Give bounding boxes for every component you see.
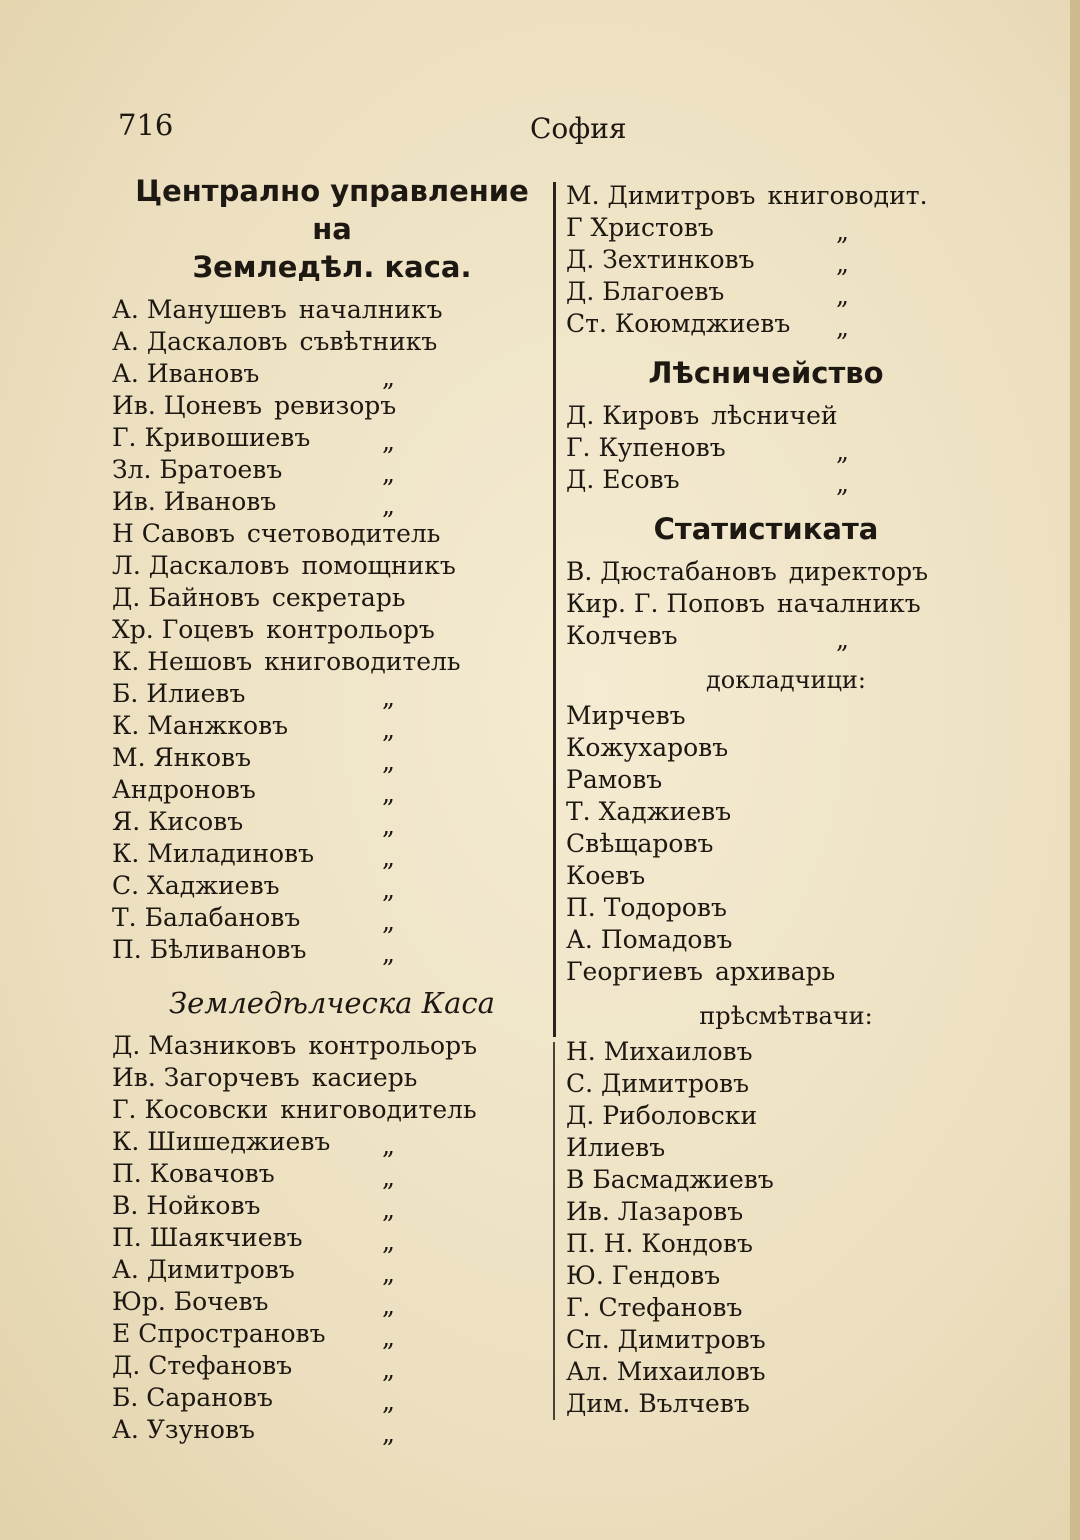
entry-name: Д. Зехтинковъ	[566, 245, 755, 274]
page-edge	[1070, 0, 1080, 1540]
entry-name: Коевъ	[566, 861, 646, 890]
list-item	[112, 742, 552, 774]
entry-name: Б. Илиевъ	[112, 679, 246, 708]
entry-name: Г. Кривошиевъ	[112, 423, 311, 452]
list-item	[112, 1254, 552, 1286]
entry-title: книговодитель	[280, 1095, 477, 1124]
entry-name: Д. Кировъ	[566, 401, 700, 430]
ditto-mark: „	[382, 1387, 395, 1416]
list-item	[566, 588, 966, 620]
entry-name: Л. Даскаловъ	[112, 551, 290, 580]
entry-name: Илиевъ	[566, 1133, 666, 1162]
entry-title: контрольоръ	[266, 615, 435, 644]
entry-title: контрольоръ	[308, 1031, 478, 1060]
list-item	[566, 212, 966, 244]
list-item	[112, 646, 552, 678]
list-item	[112, 582, 552, 614]
list-item	[566, 796, 966, 828]
list-item	[566, 1164, 966, 1196]
ditto-mark: „	[382, 1131, 395, 1160]
ditto-mark: „	[382, 459, 395, 488]
list-item	[112, 1158, 552, 1190]
entry-title: секретарь	[271, 583, 406, 612]
list-item	[112, 1318, 552, 1350]
ditto-mark: „	[382, 779, 395, 808]
entry-name: А. Ивановъ	[112, 359, 260, 388]
subheading-reporters: докладчици:	[706, 666, 866, 694]
list-item	[112, 870, 552, 902]
ditto-mark: „	[836, 625, 849, 654]
list-item	[566, 1100, 966, 1132]
list-statistics	[566, 556, 966, 652]
ditto-mark: „	[836, 469, 849, 498]
list-item	[112, 422, 552, 454]
ditto-mark: „	[836, 249, 849, 278]
entry-name: Д. Есовъ	[566, 465, 680, 494]
entry-name: К. Шишеджиевъ	[112, 1127, 331, 1156]
ditto-mark: „	[836, 217, 849, 246]
entry-title: помощникъ	[301, 551, 456, 580]
list-item	[112, 1382, 552, 1414]
entry-title: касиерь	[311, 1063, 418, 1092]
ditto-mark: „	[382, 363, 395, 392]
list-item	[112, 710, 552, 742]
entry-name: А. Помадовъ	[566, 925, 733, 954]
entry-name: А. Узуновъ	[112, 1415, 255, 1444]
list-item	[112, 1126, 552, 1158]
entry-name: В. Нойковъ	[112, 1191, 261, 1220]
entry-name: Мирчевъ	[566, 701, 686, 730]
list-item	[112, 838, 552, 870]
list-item	[112, 806, 552, 838]
entry-name: М. Янковъ	[112, 743, 252, 772]
list-item	[566, 700, 966, 732]
entry-name: Колчевъ	[566, 621, 678, 650]
list-item	[112, 1030, 552, 1062]
entry-name: Е Спростр​ановъ	[112, 1319, 326, 1348]
entry-title: директоръ	[788, 557, 929, 586]
entry-name: М. Димитровъ	[566, 181, 756, 210]
entry-name: Кожухаровъ	[566, 733, 729, 762]
entry-name: Рамовъ	[566, 765, 663, 794]
column-divider-lower	[553, 1042, 555, 1420]
section-heading-agricultural-bank: Земледѣлческа Каса	[169, 986, 495, 1020]
list-item	[112, 486, 552, 518]
list-item	[566, 828, 966, 860]
ditto-mark: „	[382, 939, 395, 968]
entry-name: Ив. Цоневъ	[112, 391, 263, 420]
list-item	[112, 934, 552, 966]
list-item	[566, 464, 966, 496]
entry-name: К. Манжковъ	[112, 711, 289, 740]
list-item	[112, 326, 552, 358]
list-item	[566, 1292, 966, 1324]
list-item	[566, 764, 966, 796]
entry-name: Свѣщаровъ	[566, 829, 714, 858]
running-title: София	[530, 112, 627, 145]
entry-name: П. Тодоровъ	[566, 893, 727, 922]
list-item	[112, 518, 552, 550]
entry-name: П. Шаякчиевъ	[112, 1223, 303, 1252]
list-item	[566, 1132, 966, 1164]
list-item	[566, 1068, 966, 1100]
entry-name: Зл. Братоевъ	[112, 455, 283, 484]
list-item	[566, 892, 966, 924]
entry-name: Д. Стефановъ	[112, 1351, 293, 1380]
entry-name: В Басмаджиевъ	[566, 1165, 774, 1194]
ditto-mark: „	[382, 1355, 395, 1384]
entry-name: Г. Стефановъ	[566, 1293, 743, 1322]
entry-name: С. Хаджиевъ	[112, 871, 280, 900]
ditto-mark: „	[382, 907, 395, 936]
entry-title: лѣсничей	[711, 401, 838, 430]
list-item	[112, 902, 552, 934]
ditto-mark: „	[382, 1291, 395, 1320]
list-item	[566, 180, 966, 212]
list-item	[112, 678, 552, 710]
column-divider-upper	[553, 182, 556, 1037]
list-bookkeepers	[566, 180, 966, 340]
entry-name: К. Миладиновъ	[112, 839, 315, 868]
entry-name: Ал. Михаиловъ	[566, 1357, 766, 1386]
entry-name: Т. Балабановъ	[112, 903, 301, 932]
entry-name: Кир. Г. Поповъ	[566, 589, 765, 618]
ditto-mark: „	[382, 1419, 395, 1448]
entry-name: Дим. Вълчевъ	[566, 1389, 750, 1418]
list-item	[566, 1388, 966, 1420]
right-column	[566, 180, 966, 1420]
entry-title: книговодитель	[264, 647, 461, 676]
list-item	[112, 1414, 552, 1446]
list-item	[566, 308, 966, 340]
entry-name: С. Димитровъ	[566, 1069, 749, 1098]
entry-title: счетоводитель	[246, 519, 441, 548]
entry-name: Ив. Лазаровъ	[566, 1197, 744, 1226]
left-column	[112, 172, 552, 1446]
entry-name: Д. Байновъ	[112, 583, 260, 612]
ditto-mark: „	[382, 1323, 395, 1352]
ditto-mark: „	[382, 1195, 395, 1224]
entry-title: началникъ	[776, 589, 921, 618]
list-item	[112, 1190, 552, 1222]
ditto-mark: „	[382, 427, 395, 456]
entry-name: Н Савовъ	[112, 519, 235, 548]
list-item	[566, 1228, 966, 1260]
ditto-mark: „	[382, 747, 395, 776]
section-heading-statistics: Статистиката	[653, 512, 879, 546]
entry-name: Т. Хаджиевъ	[566, 797, 732, 826]
list-item	[566, 924, 966, 956]
entry-name: Н. Михаиловъ	[566, 1037, 753, 1066]
entry-name: Я. Кисовъ	[112, 807, 244, 836]
entry-name: Андроновъ	[112, 775, 256, 804]
entry-name: А. Манушевъ	[112, 295, 287, 324]
list-item	[566, 732, 966, 764]
list-item	[112, 614, 552, 646]
entry-name: А. Димитровъ	[112, 1255, 295, 1284]
entry-name: Г. Купеновъ	[566, 433, 726, 462]
entry-name: П. Н. Кондовъ	[566, 1229, 753, 1258]
list-item	[112, 390, 552, 422]
list-forestry	[566, 400, 966, 496]
entry-name: Ю. Гендовъ	[566, 1261, 721, 1290]
list-item	[566, 1196, 966, 1228]
entry-title: архиварь	[714, 957, 836, 986]
entry-name: Хр. Гоцевъ	[112, 615, 255, 644]
list-agricultural-bank	[112, 1030, 552, 1446]
ditto-mark: „	[382, 491, 395, 520]
section-heading-central-administration: Централно управление на	[135, 174, 529, 246]
subheading-calculators: прѣсмѣтвачи:	[699, 1002, 873, 1030]
entry-name: Г Христовъ	[566, 213, 714, 242]
ditto-mark: „	[382, 1163, 395, 1192]
entry-name: Ст. Коюмджиевъ	[566, 309, 791, 338]
entry-name: Сп. Димитровъ	[566, 1325, 766, 1354]
ditto-mark: „	[836, 313, 849, 342]
list-item	[566, 1356, 966, 1388]
list-item	[566, 276, 966, 308]
page-header	[0, 108, 1080, 156]
ditto-mark: „	[382, 843, 395, 872]
list-item	[112, 774, 552, 806]
entry-name: В. Дюстабановъ	[566, 557, 777, 586]
list-item	[566, 400, 966, 432]
list-item	[566, 1260, 966, 1292]
list-item	[112, 1062, 552, 1094]
ditto-mark: „	[382, 1259, 395, 1288]
entry-title: ревизоръ	[274, 391, 397, 420]
ditto-mark: „	[382, 1227, 395, 1256]
ditto-mark: „	[382, 683, 395, 712]
entry-name: Юр. Бочевъ	[112, 1287, 269, 1316]
list-item	[112, 1094, 552, 1126]
entry-name: К. Нешовъ	[112, 647, 253, 676]
list-item	[566, 860, 966, 892]
list-item	[112, 1350, 552, 1382]
list-item	[566, 244, 966, 276]
list-calculators	[566, 1036, 966, 1420]
list-item	[112, 294, 552, 326]
list-item	[112, 1222, 552, 1254]
list-item	[566, 1324, 966, 1356]
ditto-mark: „	[382, 875, 395, 904]
ditto-mark: „	[382, 715, 395, 744]
entry-name: Д. Благоевъ	[566, 277, 725, 306]
page-number: 716	[118, 108, 174, 142]
ditto-mark: „	[382, 811, 395, 840]
entry-name: П. Ковачовъ	[112, 1159, 275, 1188]
section-heading-central-administration-line2: Земледѣл. каса.	[192, 250, 472, 284]
entry-title: съвѣтникъ	[299, 327, 438, 356]
list-item	[566, 1036, 966, 1068]
entry-title: началникъ	[298, 295, 443, 324]
list-item	[566, 556, 966, 588]
list-central-administration	[112, 294, 552, 966]
list-item	[112, 1286, 552, 1318]
list-reporters	[566, 700, 966, 988]
ditto-mark: „	[836, 437, 849, 466]
entry-name: Георгиевъ	[566, 957, 703, 986]
entry-name: А. Даскаловъ	[112, 327, 288, 356]
list-item	[112, 550, 552, 582]
entry-name: Д. Риболовски	[566, 1101, 758, 1130]
entry-name: Ив. Ивановъ	[112, 487, 277, 516]
section-heading-forestry: Лѣсничейство	[648, 356, 884, 390]
entry-name: Б. Сарановъ	[112, 1383, 273, 1412]
entry-name: П. Бѣливановъ	[112, 935, 307, 964]
entry-name: Г. Косовски	[112, 1095, 269, 1124]
list-item	[566, 432, 966, 464]
entry-name: Ив. Загорчевъ	[112, 1063, 300, 1092]
entry-title: книговодит.	[767, 181, 928, 210]
list-item	[112, 454, 552, 486]
entry-name: Д. Мазниковъ	[112, 1031, 297, 1060]
list-item	[566, 956, 966, 988]
list-item	[566, 620, 966, 652]
ditto-mark: „	[836, 281, 849, 310]
list-item	[112, 358, 552, 390]
